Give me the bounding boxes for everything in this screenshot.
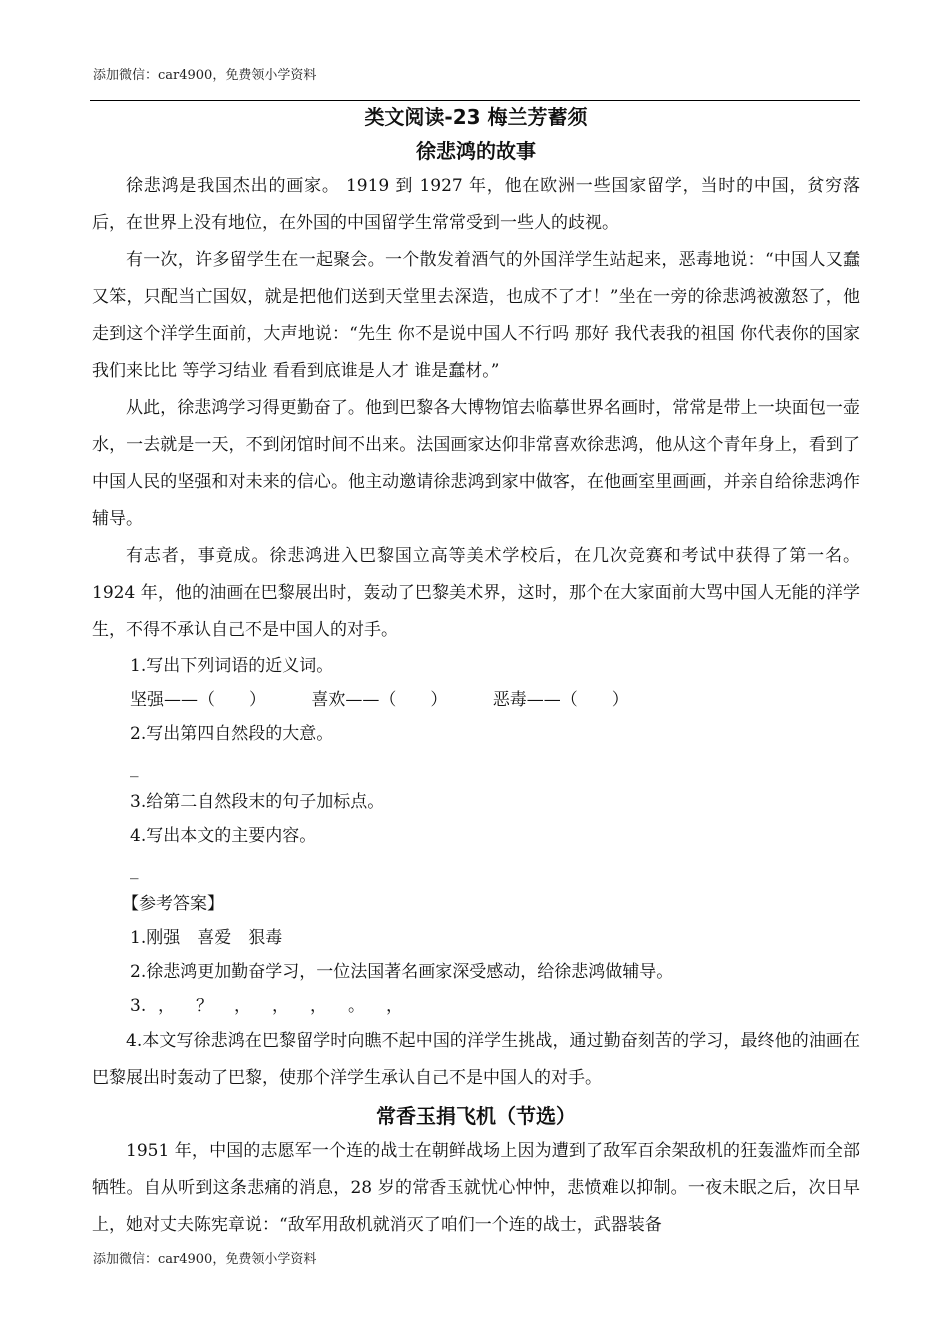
paragraph-1: 徐悲鸿是我国杰出的画家。 1919 到 1927 年，他在欧洲一些国家留学，当时的中国，贫穷落后，在世界上没有地位，在外国的中国留学生常常受到一些人的歧视。	[92, 176, 860, 233]
answer-3	[92, 989, 860, 1023]
answer-heading: 【参考答案】	[122, 894, 224, 914]
answer-2: 2.徐悲鸿更加勤奋学习，一位法国著名画家深受感动，给徐悲鸿做辅导。	[130, 962, 674, 982]
question-4: 4.写出本文的主要内容。	[130, 826, 317, 846]
page-title: 类文阅读-23 梅兰芳蓄须	[364, 105, 588, 129]
document-body	[92, 102, 860, 1244]
paragraph-4: 有志者，事竟成。徐悲鸿进入巴黎国立高等美术学校后，在几次竞赛和考试中获得了第一名。1924 年，他的油画在巴黎展出时，轰动了巴黎美术界，这时，那个在大家面前大骂中国人无能的洋学生，不得不承认自己不是中国人的对手。	[92, 546, 860, 640]
punct-mark: ？	[196, 996, 213, 1016]
answer-blank: _	[130, 860, 139, 880]
punct-mark: ，	[158, 996, 175, 1016]
story-title-2: 常香玉捐飞机（节选）	[376, 1104, 576, 1128]
synonym-item: 喜欢——（ ）	[311, 690, 448, 710]
question-1: 1.写出下列词语的近义词。	[130, 656, 334, 676]
question-1-items	[92, 683, 860, 717]
synonym-item: 恶毒——（ ）	[492, 690, 629, 710]
question-3: 3.给第二自然段末的句子加标点。	[130, 792, 385, 812]
punct-mark: ，	[234, 996, 251, 1016]
punct-mark: ，	[310, 996, 327, 1016]
answer-1: 1.刚强 喜爱 狠毒	[130, 928, 283, 948]
paragraph-3: 从此，徐悲鸿学习得更勤奋了。他到巴黎各大博物馆去临摹世界名画时，常常是带上一块面包一壶水，一去就是一天，不到闭馆时间不出来。法国画家达仰非常喜欢徐悲鸿，他从这个青年身上，看到了中国人民的坚强和对未来的信心。他主动邀请徐悲鸿到家中做客，在他画室里画画，并亲自给徐悲鸿作辅导。	[92, 398, 860, 529]
synonym-item: 坚强——（ ）	[130, 690, 266, 710]
answer-3-label: 3.	[130, 996, 147, 1016]
punct-mark: ，	[272, 996, 289, 1016]
paragraph-2: 有一次，许多留学生在一起聚会。一个散发着酒气的外国洋学生站起来，恶毒地说：“中国人又蠢又笨，只配当亡国奴，就是把他们送到天堂里去深造，也成不了才！”坐在一旁的徐悲鸿被激怒了，他走到这个洋学生面前，大声地说：“先生 你不是说中国人不行吗 那好 我代表我的祖国 你代表你的国家 我们来比比 等学习结业 看看到底谁是人才 谁是蠢材。”	[92, 250, 860, 381]
header-rule	[90, 100, 860, 101]
punct-mark: 。	[348, 996, 365, 1016]
punct-mark: ，	[386, 996, 403, 1016]
footer-note: 添加微信：car4900，免费领小学资料	[93, 1252, 317, 1267]
answer-blank: _	[130, 758, 139, 778]
question-2: 2.写出第四自然段的大意。	[130, 724, 334, 744]
header-note: 添加微信：car4900，免费领小学资料	[93, 68, 317, 83]
answer-4: 4.本文写徐悲鸿在巴黎留学时向瞧不起中国的洋学生挑战，通过勤奋刻苦的学习，最终他的油画在巴黎展出时轰动了巴黎，使那个洋学生承认自己不是中国人的对手。	[92, 1031, 860, 1088]
story-2-paragraph: 1951 年，中国的志愿军一个连的战士在朝鲜战场上因为遭到了敌军百余架敌机的狂轰滥炸而全部牺牲。自从听到这条悲痛的消息，28 岁的常香玉就忧心忡忡，悲愤难以抑制。一夜未眠之后，次日早上，她对丈夫陈宪章说：“敌军用敌机就消灭了咱们一个连的战士，武器装备	[92, 1141, 860, 1235]
story-title: 徐悲鸿的故事	[416, 139, 536, 163]
